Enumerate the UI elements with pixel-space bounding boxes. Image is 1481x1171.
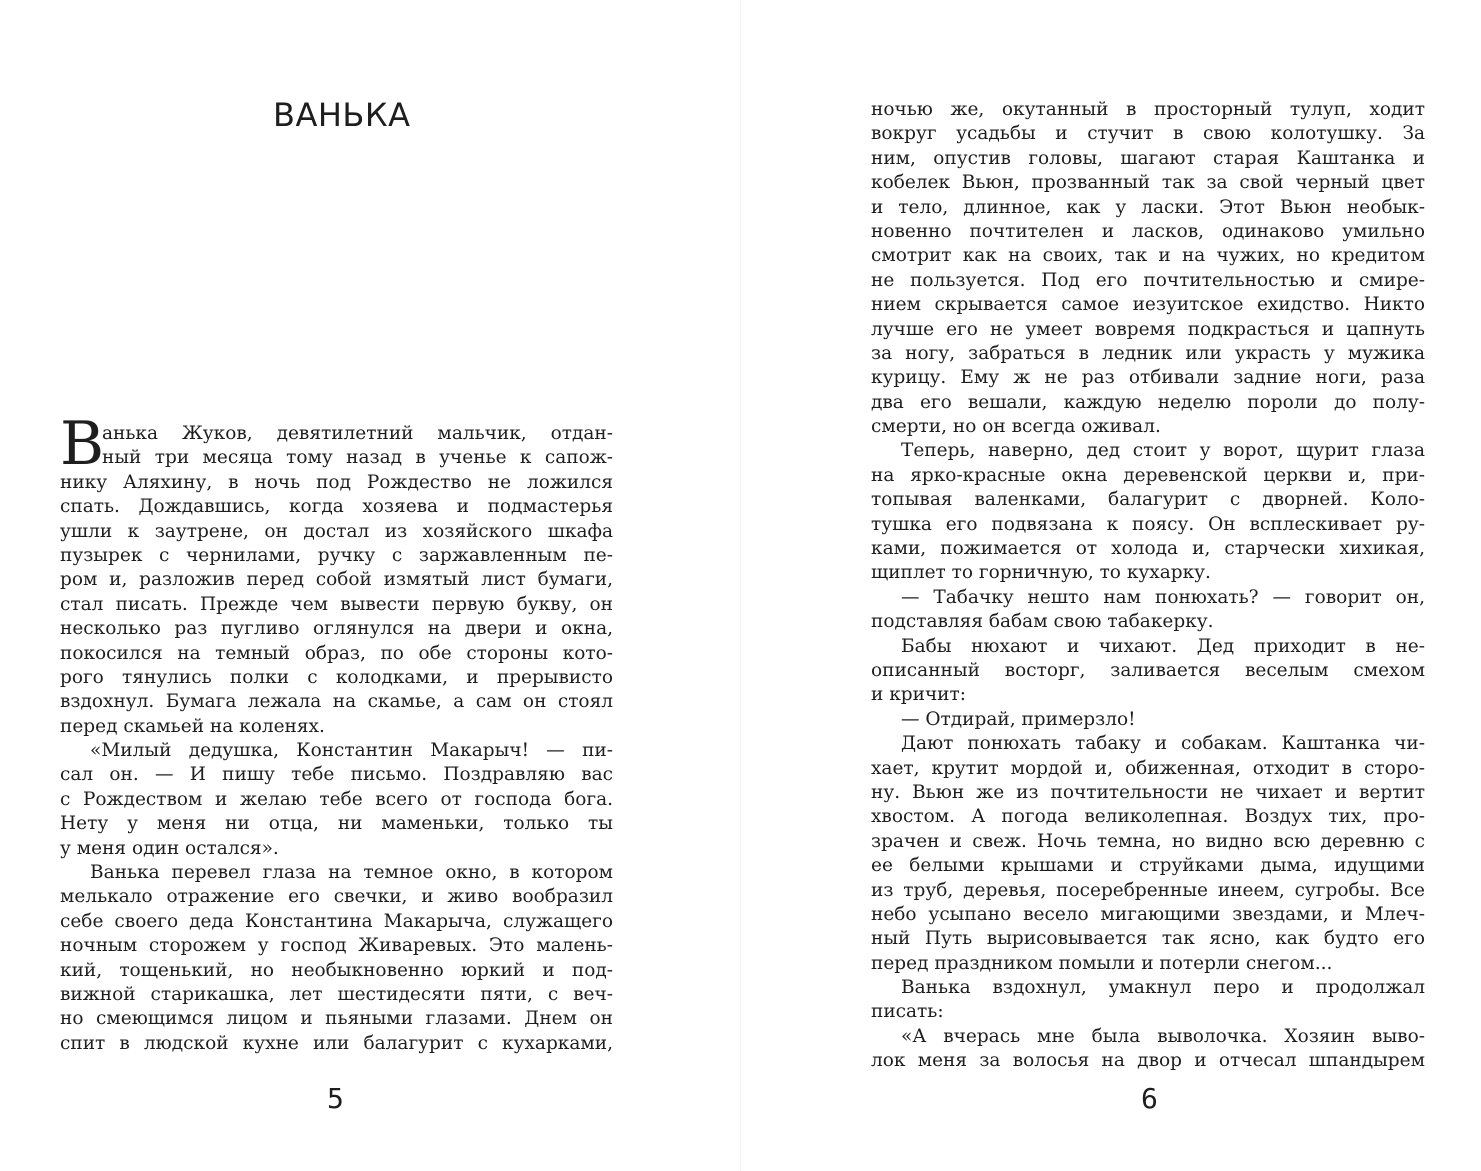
text-line: лучше его не умеет вовремя подкрасться и цапнуть [871, 318, 1425, 340]
text-line: топывая валенками, балагурит с дворней. Коло- [871, 489, 1425, 511]
text-line: ками, пожимается от холода и, старчески хихикая, [871, 538, 1425, 560]
text-line: Нету у меня ни отца, ни маменьки, только ты [60, 813, 613, 835]
text-line: пузырек с чернилами, ручку с заржавленным пе- [60, 544, 613, 566]
text-line: курицу. Ему ж не раз отбивали задние ноги, раза [871, 367, 1425, 389]
text-line: — Табачку нешто нам понюхать? — говорит он, [901, 586, 1425, 608]
text-line: Теперь, наверно, дед стоит у ворот, щурит глаза [901, 440, 1425, 462]
text-line: покосился на темный образ, по обе стороны кото- [60, 642, 613, 664]
text-line: «Милый дедушка, Константин Макарыч! — пи- [90, 740, 613, 762]
text-line: не пользуется. Под его почтительностью и смире- [871, 269, 1425, 291]
text-line: ный три месяца тому назад в ученье к сапож- [102, 447, 613, 469]
text-line: небо усыпано весело мигающими звездами, и Млеч- [871, 903, 1425, 925]
text-line: описанный восторг, заливается веселым смехом [871, 659, 1425, 681]
text-line: новенно почтителен и ласков, одинаково умильно [871, 220, 1425, 242]
text-line: два его вешали, каждую неделю пороли до полу- [871, 391, 1425, 413]
text-line: ним, опустив головы, шагают старая Каштанка и [871, 147, 1425, 169]
text-line: Ванька перевел глаза на темное окно, в котором [90, 862, 613, 884]
text-line: тушка его подвязана к поясу. Он всплескивает ру- [871, 513, 1425, 535]
text-line: лок меня за волосья на двор и отчесал шпандырем [871, 1050, 1425, 1072]
text-line: вздохнул. Бумага лежала на скамье, а сам он стоял [60, 691, 613, 713]
text-line: сал он. — И пишу тебе письмо. Поздравляю вас [60, 764, 613, 786]
page-number: 5 [327, 1082, 344, 1115]
text-line: хвостом. А погода великолепная. Воздух тих, про- [871, 806, 1425, 828]
text-line: зрачен и свеж. Ночь темна, но видно всю деревню с [871, 830, 1425, 852]
text-line: смотрит как на своих, так и на чужих, но кредитом [871, 245, 1425, 267]
text-line: анька Жуков, девятилетний мальчик, отдан- [102, 423, 613, 444]
drop-cap: В [60, 409, 105, 479]
text-line: и тело, длинное, как у ласки. Этот Вьюн необык- [871, 196, 1425, 218]
text-line: на ярко-красные окна деревенской церкви и, при- [871, 464, 1425, 486]
text-line: ушли к заутрене, он достал из хозяйского шкафа [60, 520, 613, 542]
text-line: вокруг усадьбы и стучит в свою колотушку. За [871, 123, 1425, 145]
text-line: спит в людской кухне или балагурит с кухарками, [60, 1032, 613, 1054]
text-line: ночным сторожем у господ Живаревых. Это малень- [60, 935, 613, 957]
text-line: мелькало отражение его свечки, и живо вообразил [60, 886, 613, 908]
text-line: «А вчерась мне была выволочка. Хозяин выво- [901, 1025, 1425, 1047]
text-line: ну. Вьюн же из почтительности не чихает и вертит [871, 781, 1425, 803]
text-line: рого тянулись полки с колодками, и прерывисто [60, 666, 613, 688]
text-line: и кричит: [871, 684, 966, 706]
text-line: стал писать. Прежде чем вывести первую букву, он [60, 593, 613, 615]
text-line: из труб, деревья, посеребренные инеем, сугробы. Все [871, 879, 1425, 901]
text-line: Дают понюхать табаку и собакам. Каштанка чи- [901, 733, 1425, 755]
text-line: нием скрывается самое иезуитское ехидство. Никто [871, 294, 1425, 316]
text-line: писать: [871, 1001, 944, 1023]
text-line: смерти, но он всегда оживал. [871, 416, 1161, 438]
text-line: у меня один остался». [60, 837, 279, 859]
text-line: Бабы нюхают и чихают. Дед приходит в не- [901, 635, 1425, 657]
right-page [741, 0, 1481, 1171]
text-line: ее белыми крышами и струйками дыма, идущими [871, 855, 1425, 877]
chapter-title: ВАНЬКА [273, 96, 411, 134]
text-line: спать. Дождавшись, когда хозяева и подмастерья [60, 496, 613, 518]
text-line: щиплет то горничную, то кухарку. [871, 562, 1211, 584]
text-line: нику Аляхину, в ночь под Рождество не ложился [60, 471, 613, 493]
text-line: перед праздником помыли и потерли снегом... [871, 952, 1333, 974]
text-line: кобелек Вьюн, прозванный так за свой черный цвет [871, 172, 1425, 194]
text-line: с Рождеством и желаю тебе всего от господа бога. [60, 788, 613, 810]
text-line: хает, крутит мордой и, обиженная, отходит в сторо- [871, 757, 1425, 779]
text-line: себе своего деда Константина Макарыча, служащего [60, 910, 613, 932]
right-page-text [871, 98, 1425, 1074]
text-line: ночью же, окутанный в просторный тулуп, ходит [871, 99, 1425, 120]
left-page [0, 0, 740, 1171]
text-line: — Отдирай, примерзло! [901, 708, 1136, 730]
text-line: Ванька вздохнул, умакнул перо и продолжал [901, 977, 1425, 999]
page-number: 6 [1141, 1082, 1158, 1115]
text-line: ром и, разложив перед собой измятый лист бумаги, [60, 569, 613, 591]
text-line: кий, тощенький, но необыкновенно юркий и под- [60, 959, 613, 981]
text-line: несколько раз пугливо оглянулся на двери и окна, [60, 618, 613, 640]
text-line: вижной старикашка, лет шестидесяти пяти, с веч- [60, 983, 613, 1005]
text-line: перед скамьей на коленях. [60, 715, 325, 737]
text-line: ный Путь вырисовывается так ясно, как будто его [871, 928, 1425, 950]
left-page-text [60, 422, 613, 1056]
text-line: за ногу, забраться в ледник или украсть у мужика [871, 342, 1425, 364]
text-line: но смеющимся лицом и пьяными глазами. Днем он [60, 1008, 613, 1030]
text-line: подставляя бабам свою табакерку. [871, 611, 1214, 633]
